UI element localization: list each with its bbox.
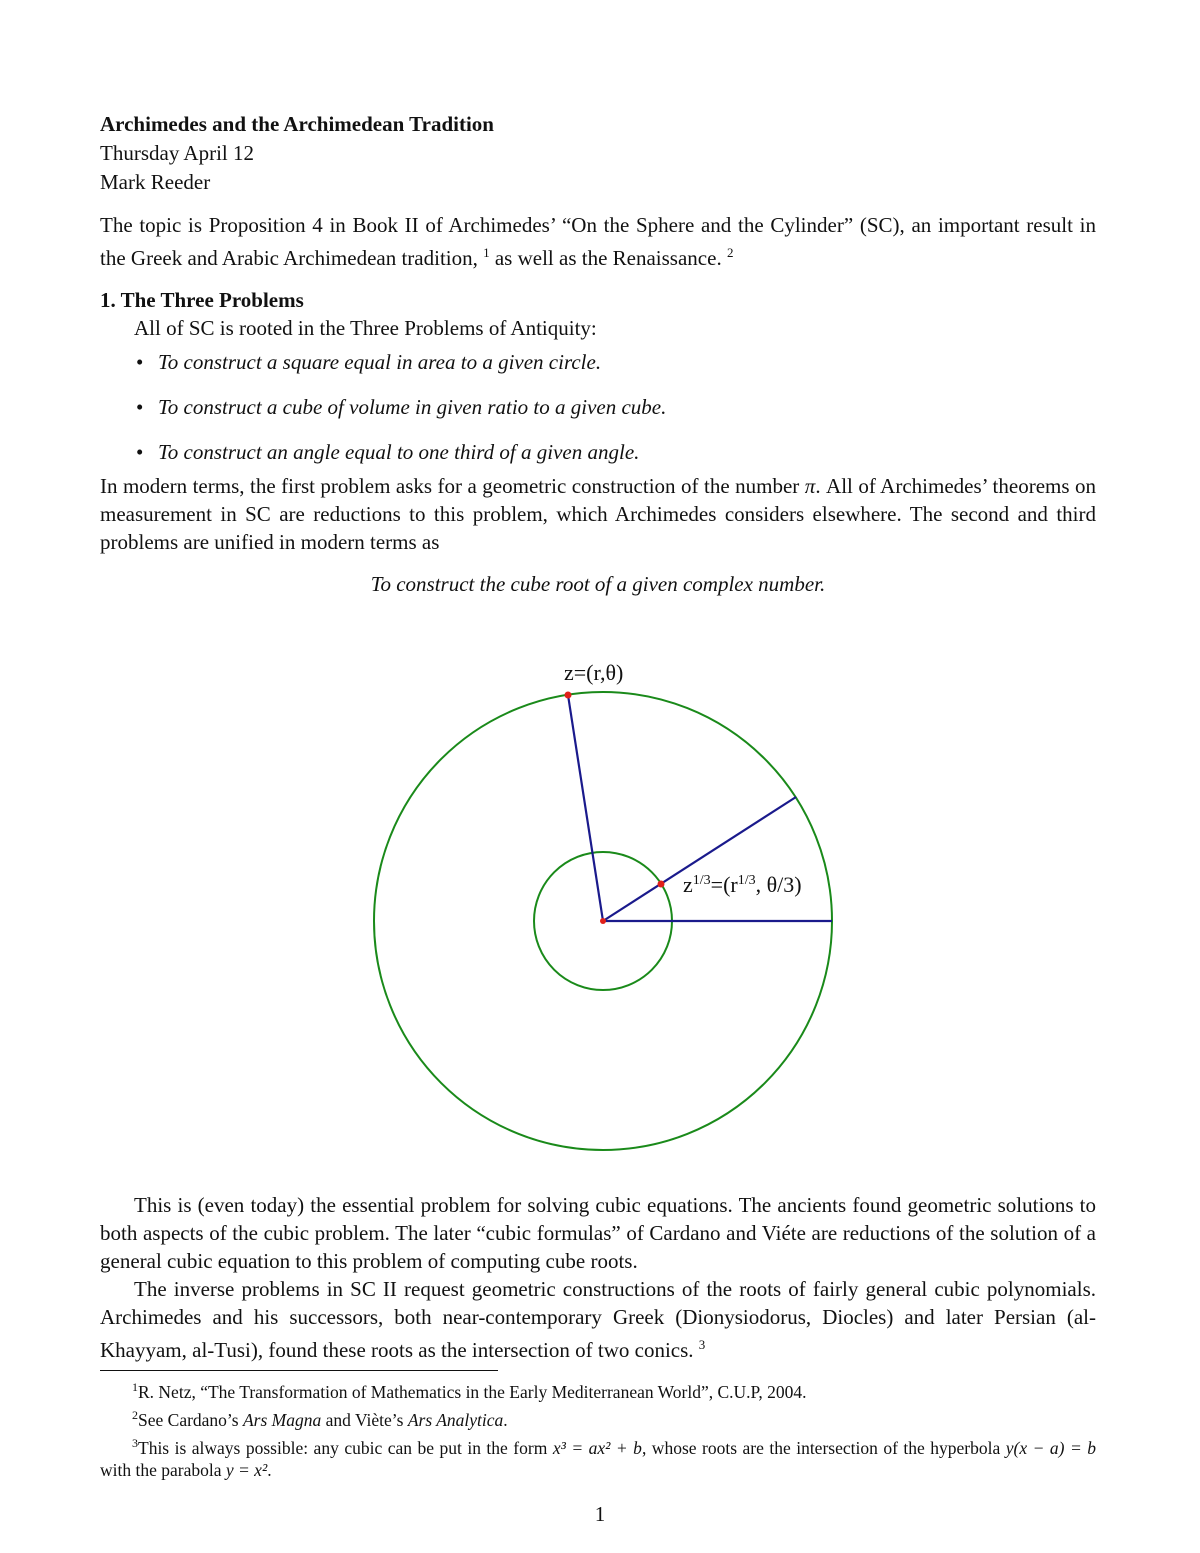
label-cube-root: $z^{1/3}=(r^{1/3}$, θ/3) [683, 872, 802, 897]
footnote-ref-3[interactable]: 3 [698, 1337, 706, 1352]
document-date: Thursday April 12 [100, 141, 254, 165]
centered-statement: To construct the cube root of a given complex number. [370, 572, 826, 596]
footnote-1: $^1$R. Netz, “The Transformation of Mathematics in the Early Mediterranean World”, C.U.P, 2004. [132, 1380, 807, 1402]
point-origin [600, 918, 606, 924]
lower-text [100, 1191, 1096, 1364]
section-lead: All of SC is rooted in the Three Problems of Antiquity: [134, 316, 597, 340]
footnote-2: $^2$See Cardano’s Ars Magna and Viète’s Ars Analytica. [132, 1407, 508, 1430]
footnotes [100, 1376, 1096, 1482]
footnote-ref-1[interactable]: 1 [483, 245, 490, 260]
section-heading: 1. The Three Problems [100, 288, 304, 312]
bullet-icon: • [136, 440, 144, 464]
list-item: • To construct an angle equal to one third of a given angle. [136, 440, 640, 464]
list-item: • To construct a cube of volume in given ratio to a given cube. [136, 395, 667, 419]
cubic-paragraph: This is (even today) the essential problem for solving cubic equations. The ancients found geometric solutions to both aspects of the cubic problem. The later “cubic formulas” of Cardano and Viéte are reductions of the solution of a general cubic equation to this problem of computing cube roots. [100, 1193, 1096, 1273]
bullet-icon: • [136, 350, 144, 374]
list-item: • To construct a square equal in area to a given circle. [136, 350, 602, 374]
footnote-ref-2[interactable]: 2 [726, 245, 734, 260]
page-number: 1 [594, 1502, 606, 1526]
footnote-rule [100, 1370, 498, 1371]
point-cube-root [658, 881, 665, 888]
footnote-3: $^3$This is always possible: any cubic can be put in the form x³ = ax² + b, whose roots are the intersection of the hyperbola y(x − a) = b with the parabola y = x². [100, 1435, 1097, 1481]
modern-terms-paragraph: In modern terms, the first problem asks for a geometric construction of the number π. All of Archimedes’ theorems on measurement in SC are reductions to this problem, which Archimedes considers elsewhere. The second and third problems are unified in modern terms as [100, 474, 1097, 554]
intro-paragraph: The topic is Proposition 4 in Book II of Archimedes’ “On the Sphere and the Cylinder” (SC), an important result in the Greek and Arabic Archimedean tradition, $^1$ as well as the Renaissance. $^2$ [100, 213, 1096, 270]
document-author: Mark Reeder [100, 170, 211, 194]
label-z: z=(r,θ) [564, 660, 624, 685]
document-title: Archimedes and the Archimedean Tradition [100, 112, 494, 136]
inverse-problems-paragraph: The inverse problems in SC II request geometric constructions of the roots of fairly general cubic polynomials. Archimedes and his successors, both near-contemporary Greek (Dionysiodorus, Diocles) and later Persian (al-Khayyam, al-Tusi), found these roots as the intersection of two conics. $^3$ [100, 1277, 1096, 1362]
radius-z [568, 695, 603, 921]
bullet-icon: • [136, 395, 144, 419]
point-z [565, 692, 572, 699]
